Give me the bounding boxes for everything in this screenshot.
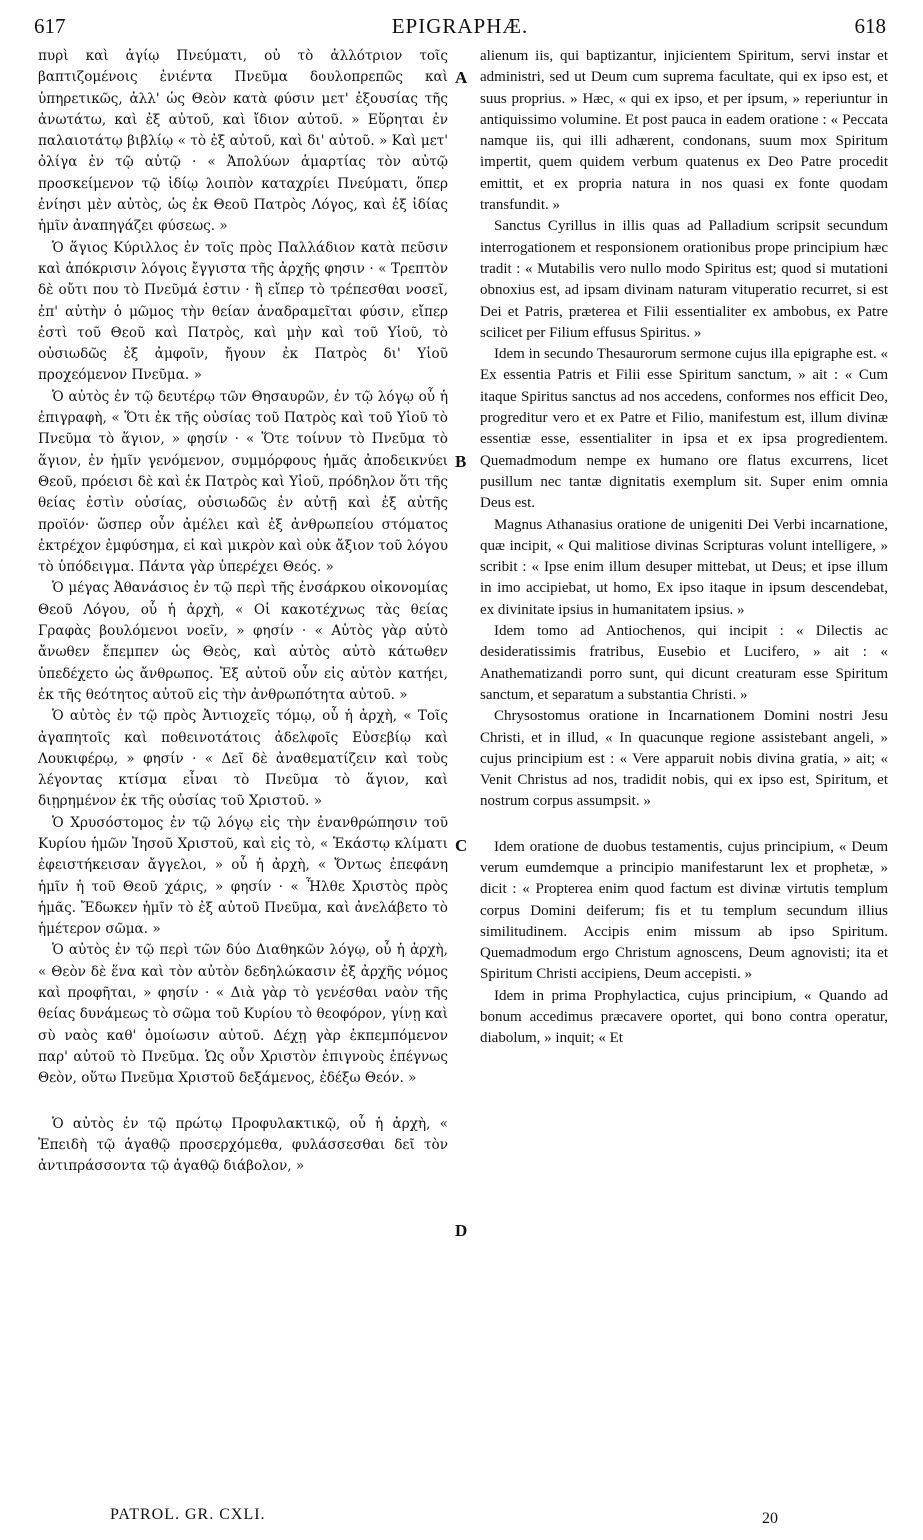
- latin-paragraph: Chrysostomus oratione in Incarnationem Domini nostri Jesu Christi, et in illud, « In quacunque regione assistebant angeli, » cujus principium est : « Vere apparuit nobis divina gratia, » ait; « Venit Christus ad nos, tradidit nobis, qui ex ipso est, Spiritum, et nostrum corpus assumpsit. »: [480, 708, 888, 810]
- latin-paragraph: Idem in prima Prophylactica, cujus principium, « Quando ad bonum accedimus præcavere oportet, qui bono contra operatur, diabolum, » inquit; « Et: [480, 987, 888, 1047]
- latin-paragraph: Magnus Athanasius oratione de unigeniti Dei Verbi incarnatione, quæ incipit, « Qui malitiose divinas Scripturas volunt intelligere, » scribit : « Ipse enim illum desuper mittebat, ut Deus; et ipse illum in imo accipiebat, ut homo, Ex ipso itaque in ipsum descendebat, ex divinitate ipsius in humanitatem ipsius. »: [480, 516, 888, 618]
- margin-marker-d: D: [455, 1221, 468, 1240]
- latin-column: [480, 46, 888, 1050]
- running-title: EPIGRAPHÆ.: [391, 14, 529, 38]
- greek-paragraph: Ὁ ἅγιος Κύριλλος ἐν τοῖς πρὸς Παλλάδιον κατὰ πεῦσιν καὶ ἀπόκρισιν λόγοις ἔγγιστα τῆς ἀρχῆς φησιν · « Τρεπτὸν δὲ οὔτι που τὸ Πνεῦμά ἐστιν · ἢ εἴπερ τὸ τρέπεσθαι νοσεῖ, ἐπ' αὐτὴν ὁ μῶμος τὴν θείαν ἀναδραμεῖται φύσιν, εἴπερ ἐστὶ τοῦ Θεοῦ καὶ Πατρὸς, καὶ μὴν καὶ τοῦ Υἱοῦ, τὸ οὐσιωδῶς ἐξ ἀμφοῖν, ἤγουν ἐκ Πατρὸς δι' Υἱοῦ προχεόμενον Πνεῦμα. »: [38, 239, 448, 384]
- latin-paragraph: alienum iis, qui baptizantur, injicientem Spiritum, servi instar et administri, sed ut Deum cum suprema facultate, qui ex ipso est, et suus proprius. » Hæc, « qui ex ipso, et per ipsum, » reperiuntur in antiquissimo volumine. Et post pauca in eadem oratione : « Peccata namque iis, qui illi adhærent, condonans, suum mox Spiritum impertit, quem quidem verbum quatenus ex Deo Patre procedit emittit, et ex propria natura in nos quasi ex fonte quodam transfundit. »: [480, 48, 888, 214]
- margin-marker-a: A: [455, 68, 468, 87]
- page-number-left: 617: [34, 14, 66, 38]
- greek-paragraph: Ὁ Χρυσόστομος ἐν τῷ λόγῳ εἰς τὴν ἐνανθρώπησιν τοῦ Κυρίου ἡμῶν Ἰησοῦ Χριστοῦ, καὶ εἰς τὸ, « Ἑκάστῳ κλίματι ἐφειστήκεισαν ἄγγελοι, » οὗ ἡ ἀρχὴ, « Ὄντως ἐπεφάνη ἡμῖν ἡ τοῦ Θεοῦ χάρις, » φησίν · « Ἦλθε Χριστὸς πρὸς ἡμᾶς. Ἔδωκεν ἡμῖν τὸ ἐξ αὐτοῦ Πνεῦμα, καὶ ἀνελάβετο τὸ ἡμέτερον σῶμα. »: [38, 814, 448, 938]
- greek-paragraph: Ὁ αὐτὸς ἐν τῷ περὶ τῶν δύο Διαθηκῶν λόγῳ, οὗ ἡ ἀρχὴ, « Θεὸν δὲ ἕνα καὶ τὸν αὐτὸν δεδηλώκασιν ἐξ ἀρχῆς νόμος καὶ προφῆται, » φησίν · « Διὰ γὰρ τὸ γενέσθαι ναὸν τῆς θείας δυνάμεως τὸ σῶμα τοῦ Κυρίου τὸ θεοφόρον, γίνῃ καὶ σὺ ναὸς καθ' ὁμοίωσιν αὐτοῦ. Δέχῃ γὰρ ἐκπεμπόμενον παρ' αὐτοῦ τὸ Πνεῦμα. Ὡς οὖν Χριστὸν ἐπιγνοὺς ἐπέγνως Θεὸν, οὕτω Πνεῦμα Χριστοῦ δεξάμενος, ἐδέξω Θεόν. »: [38, 942, 448, 1087]
- greek-paragraph: πυρὶ καὶ ἁγίῳ Πνεύματι, οὐ τὸ ἀλλότριον τοῖς βαπτιζομένοις ἐνιέντα Πνεῦμα δουλοπρεπῶς καὶ ὑπηρετικῶς, ἀλλ' ὡς Θεὸν κατὰ φύσιν μετ' ἐξουσίας τῆς ἀνωτάτω, καὶ ἐξ αὐτοῦ, καὶ ἴδιον αὐτοῦ. » Εὕρηται ἐν παλαιοτάτῳ βιβλίῳ « τὸ ἐξ αὐτοῦ, καὶ δι' αὐτοῦ. » Καὶ μετ' ὀλίγα ἐν τῷ αὐτῷ · « Ἀπολύων ἁμαρτίας τὸν αὐτῷ προσκείμενον τῷ ἰδίῳ λοιπὸν καταχρίει Πνεύματι, ὅπερ ἐνίησι μὲν αὐτὸς, ὡς ἐκ Θεοῦ Πατρὸς Λόγος, καὶ ἐξ ἰδίας ἡμῖν ἀναπηγάζει φύσεως. »: [38, 48, 448, 235]
- greek-paragraph: Ὁ αὐτὸς ἐν τῷ πρὸς Ἀντιοχεῖς τόμῳ, οὗ ἡ ἀρχὴ, « Τοῖς ἀγαπητοῖς καὶ ποθεινοτάτοις ἀδελφοῖς Εὐσεβίῳ καὶ Λουκιφέρῳ, » φησίν · « Δεῖ δὲ ἀναθεματίζειν καὶ τοὺς λέγοντας κτίσμα εἶναι τὸ Πνεῦμα τὸ ἅγιον, καὶ διῃρημένον ἐκ τῆς οὐσίας τοῦ Χριστοῦ. »: [38, 708, 448, 810]
- latin-paragraph: Idem oratione de duobus testamentis, cujus principium, « Deum verum eumdemque a principio manifestarunt lex et prophetæ, » dicit : « Propterea enim quod factum est divinæ virtutis templum corpus Domini deiferum; fis et tu templum secundum illius similitudinem. Accipis enim missum ab ipso Spiritum. Quemadmodum ergo Christum agnoscens, Deum agnovisti; ita et Spiritum Christi accipiens, Deum accepisti. »: [480, 838, 888, 983]
- latin-paragraph: Sanctus Cyrillus in illis quas ad Palladium scripsit secundum interrogationem et responsionem orationibus prope principium hæc tradit : « Mutabilis vero nullo modo Spiritus est; quod si mutationi obnoxius est, ad ipsam divinam naturam vituperatio recurret, si est Dei et Patris, præterea et Filii essentialiter ex ambobus, ex Patre scilicet per Filium effusus Spiritus. »: [480, 218, 888, 341]
- greek-paragraph: Ὁ αὐτὸς ἐν τῷ πρώτῳ Προφυλακτικῷ, οὗ ἡ ἀρχὴ, « Ἐπειδὴ τῷ ἀγαθῷ προσερχόμεθα, φυλάσσεσθαι δεῖ τὸν ἀντιπράσσοντα τῷ ἀγαθῷ διάβολον, »: [38, 1115, 448, 1175]
- greek-paragraph: Ὁ μέγας Ἀθανάσιος ἐν τῷ περὶ τῆς ἐνσάρκου οἰκονομίας Θεοῦ Λόγου, οὗ ἡ ἀρχὴ, « Οἱ κακοτέχνως τὰς θείας Γραφὰς βουλόμενοι νοεῖν, » φησίν · « Αὐτὸς γὰρ αὐτὸ ἄνωθεν ἔπεμπεν ὡς Θεὸς, καὶ αὐτὸς αὐτὸ κάτωθεν ὑπεδέχετο ὡς ἄνθρωπος. Ἐξ αὐτοῦ οὖν εἰς αὐτὸν κατήει, ἐκ τῆς θεότητος αὐτοῦ εἰς τὴν ἀνθρωπότητα αὐτοῦ. »: [38, 580, 448, 703]
- page-number-right: 618: [854, 14, 886, 38]
- greek-paragraph: Ὁ αὐτὸς ἐν τῷ δευτέρῳ τῶν Θησαυρῶν, ἐν τῷ λόγῳ οὗ ἡ ἐπιγραφὴ, « Ὅτι ἐκ τῆς οὐσίας τοῦ Πατρὸς καὶ τοῦ Υἱοῦ τὸ Πνεῦμα τὸ ἅγιον, » φησίν · « Ὅτε τοίνυν τὸ Πνεῦμα τὸ ἅγιον, ἐν ἡμῖν γενόμενον, συμμόρφους ἡμᾶς ἀποδεικνύει Θεοῦ, πρόεισι δὲ καὶ ἐκ Πατρὸς καὶ Υἱοῦ, πρόδηλον ὅτι τῆς θείας ἐστὶν οὐσίας, οὐσιωδῶς ἐν αὐτῇ καὶ ἐξ αὐτῆς προϊόν· ὥσπερ οὖν ἀμέλει καὶ ἐξ ἀνθρωπείου στόματος ἐκτρέχον ἐμφύσημα, εἰ καὶ μικρὸν καὶ οὐκ ἄξιον τοῦ λόγου τὸ ὑπόδειγμα. Πάντα γὰρ ὑπερέχει Θεός. »: [38, 388, 448, 576]
- footer-series: PATROL. GR. CXLI.: [110, 1506, 266, 1523]
- greek-column: [38, 46, 448, 1177]
- page-header: [34, 14, 886, 44]
- latin-paragraph: Idem in secundo Thesaurorum sermone cujus illa epigraphe est. « Ex essentia Patris et Filii esse Spiritum sanctum, » ait : « Cum itaque Spiritus sanctus ad nos accedens, conformes nos efficit Deo, progreditur vero et ex Patre et Filio, manifestum est, illum divinæ essentiæ esse, essentialiter in ipsa et ex ipsa progredientem. Quemadmodum nempe ex humano ore flatus excurrens, licet pusillum nec tantæ dignitatis exemplum sit. Super enim omnia Deus est.: [480, 346, 888, 512]
- latin-paragraph: Idem tomo ad Antiochenos, qui incipit : « Dilectis ac desideratissimis fratribus, Eusebio et Lucifero, » ait : « Anathematizandi porro sunt, qui dicunt creaturam esse Spiritum sanctum, et separatum a substantia Christi. »: [480, 623, 888, 703]
- footer-signature: 20: [762, 1510, 778, 1527]
- margin-marker-c: C: [455, 836, 468, 855]
- margin-marker-b: B: [455, 452, 467, 471]
